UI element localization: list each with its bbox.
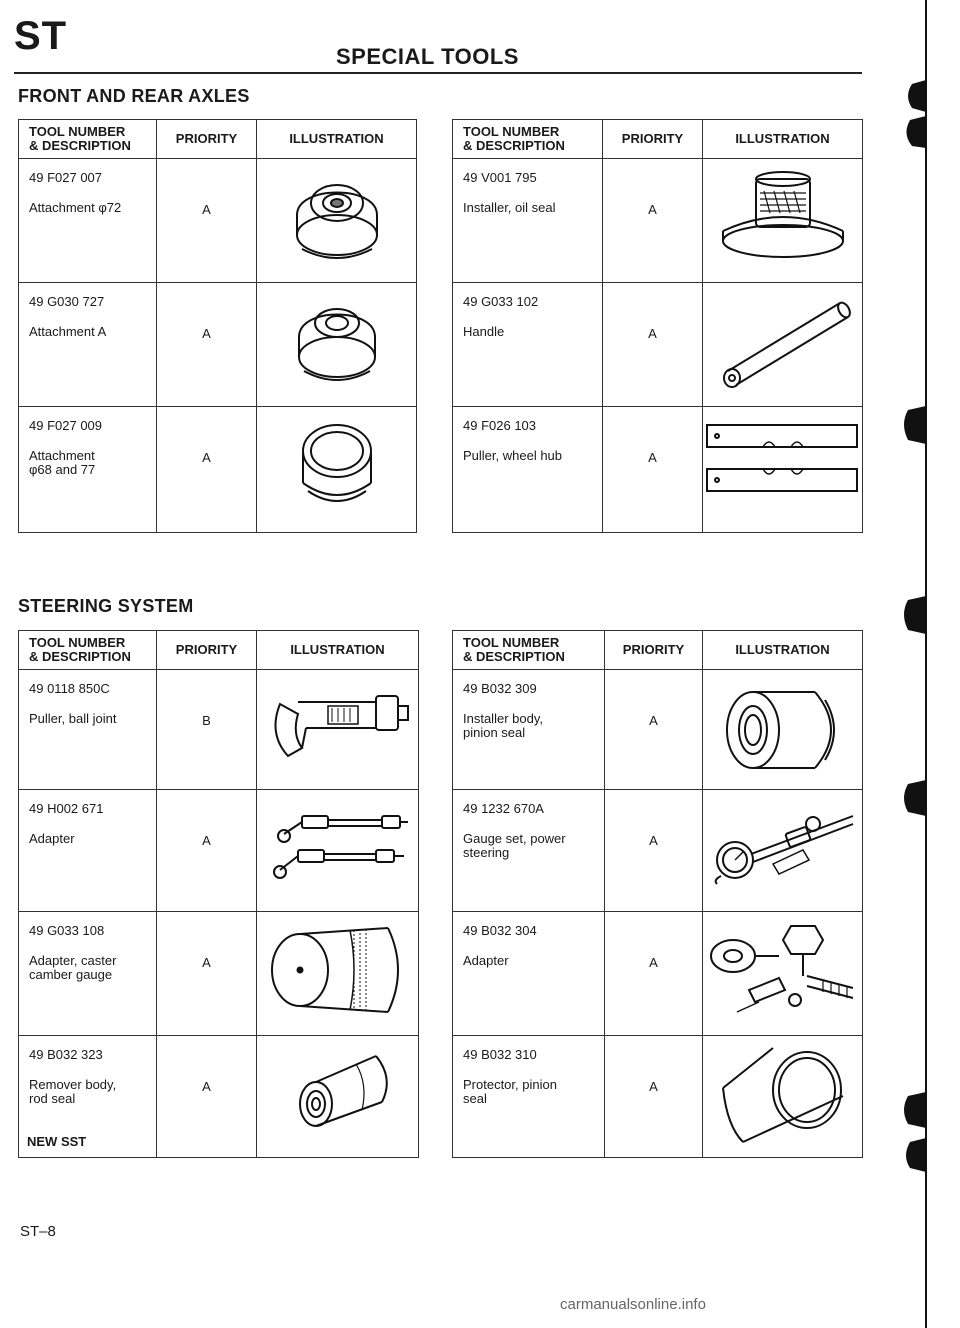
tool-cell — [453, 670, 605, 790]
illustration-cell — [703, 790, 863, 912]
tool-number: 49 B032 323 — [29, 1047, 103, 1062]
steering-tool-table-right — [452, 630, 863, 1158]
table-row — [453, 407, 863, 533]
priority-value: A — [603, 407, 703, 533]
table-row — [19, 159, 417, 283]
tool-description: Adapter — [463, 953, 509, 968]
page-title: SPECIAL TOOLS — [336, 44, 519, 69]
steering-tool-table-left — [18, 630, 419, 1158]
tool-number: 49 F027 007 — [29, 170, 103, 185]
tool-description: Puller, wheel hub — [463, 448, 563, 463]
priority-value: A — [605, 912, 703, 1036]
table-row — [453, 670, 863, 790]
priority-value: A — [157, 159, 257, 283]
col-header-tool: TOOL NUMBER & DESCRIPTION — [19, 631, 157, 670]
priority-value: A — [157, 407, 257, 533]
illustration-cell — [257, 790, 419, 912]
tool-number: 49 1232 670A — [463, 801, 544, 816]
watermark: carmanualsonline.info — [560, 1296, 706, 1313]
priority-value: A — [157, 790, 257, 912]
remover-body-icon — [258, 1040, 418, 1148]
page-number: ST–8 — [20, 1223, 56, 1240]
tool-description: Adapter, caster camber gauge — [29, 953, 117, 982]
illustration-cell — [703, 1036, 863, 1158]
tool-number: 49 F026 103 — [463, 418, 537, 433]
table-row — [19, 670, 419, 790]
protector-sleeve-icon — [703, 1040, 863, 1148]
tool-number: 49 B032 304 — [463, 923, 537, 938]
table-header-row — [453, 631, 863, 670]
illustration-cell — [703, 283, 863, 407]
illustration-cell — [703, 407, 863, 533]
col-header-illustration: ILLUSTRATION — [257, 631, 419, 670]
table-row — [19, 283, 417, 407]
tool-number: 49 G033 108 — [29, 923, 105, 938]
tool-number: 49 0118 850C — [29, 681, 110, 696]
table-row — [19, 912, 419, 1036]
col-header-priority: PRIORITY — [157, 631, 257, 670]
wheel-hub-puller-icon — [703, 411, 863, 523]
priority-value: A — [605, 790, 703, 912]
priority-value: A — [603, 283, 703, 407]
illustration-cell — [703, 159, 863, 283]
illustration-cell — [703, 670, 863, 790]
priority-value: A — [157, 912, 257, 1036]
tool-cell — [19, 670, 157, 790]
col-header-priority: PRIORITY — [605, 631, 703, 670]
header-rule — [14, 72, 862, 74]
tool-number: 49 G033 102 — [463, 294, 539, 309]
illustration-cell — [257, 407, 417, 533]
binding-edge-marks — [898, 0, 960, 1328]
table-row — [19, 1036, 419, 1158]
priority-value: A — [157, 1036, 257, 1158]
tool-description: Gauge set, power steering — [463, 831, 566, 860]
tool-description: Attachment φ72 — [29, 200, 122, 215]
table-header-row — [453, 120, 863, 159]
table-header-row — [19, 631, 419, 670]
table-row — [453, 790, 863, 912]
tool-description: Attachment A — [29, 324, 107, 339]
gauge-adapter-icon — [258, 916, 418, 1026]
tool-number: 49 F027 009 — [29, 418, 103, 433]
installer-body-icon — [703, 674, 863, 782]
table-header-row — [19, 120, 417, 159]
tool-cell — [453, 407, 603, 533]
col-header-tool: TOOL NUMBER & DESCRIPTION — [19, 120, 157, 159]
hose-adapter-icon — [258, 794, 418, 902]
table-row — [453, 912, 863, 1036]
oil-seal-installer-icon — [708, 163, 858, 275]
ball-joint-puller-icon — [258, 674, 418, 782]
axles-tool-table-left — [18, 119, 417, 533]
illustration-cell — [703, 912, 863, 1036]
illustration-cell — [257, 912, 419, 1036]
tool-cell — [453, 1036, 605, 1158]
col-header-illustration: ILLUSTRATION — [257, 120, 417, 159]
section-title-axles: FRONT AND REAR AXLES — [18, 86, 250, 106]
tool-number: 49 H002 671 — [29, 801, 104, 816]
tool-number: 49 B032 309 — [463, 681, 537, 696]
illustration-cell — [257, 1036, 419, 1158]
tool-description: Installer body, pinion seal — [463, 711, 543, 740]
attachment-cup-icon — [262, 411, 412, 523]
priority-value: B — [157, 670, 257, 790]
tool-cell — [19, 283, 157, 407]
attachment-ring-icon — [262, 163, 412, 275]
table-row — [453, 283, 863, 407]
col-header-illustration: ILLUSTRATION — [703, 631, 863, 670]
table-row — [19, 407, 417, 533]
illustration-cell — [257, 283, 417, 407]
tool-number: 49 B032 310 — [463, 1047, 537, 1062]
table-row — [453, 1036, 863, 1158]
priority-value: A — [605, 1036, 703, 1158]
tool-cell — [19, 407, 157, 533]
col-header-priority: PRIORITY — [157, 120, 257, 159]
col-header-illustration: ILLUSTRATION — [703, 120, 863, 159]
tool-cell — [453, 790, 605, 912]
tool-description: Attachment φ68 and 77 — [29, 448, 96, 477]
tool-cell — [19, 912, 157, 1036]
banjo-adapter-icon — [703, 916, 863, 1026]
illustration-cell — [257, 159, 417, 283]
tool-description: Handle — [463, 324, 505, 339]
tool-cell — [19, 159, 157, 283]
tool-description: Puller, ball joint — [29, 711, 117, 726]
tool-cell — [19, 1036, 157, 1158]
priority-value: A — [603, 159, 703, 283]
tool-description: Adapter — [29, 831, 75, 846]
section-title-steering: STEERING SYSTEM — [18, 596, 194, 616]
tool-description: Remover body, rod seal — [29, 1077, 117, 1106]
pressure-gauge-set-icon — [703, 794, 863, 902]
table-row — [453, 159, 863, 283]
table-row — [19, 790, 419, 912]
illustration-cell — [257, 670, 419, 790]
attachment-ring-icon — [262, 287, 412, 399]
chapter-code: ST — [14, 14, 68, 58]
tool-cell — [453, 283, 603, 407]
col-header-priority: PRIORITY — [603, 120, 703, 159]
tool-cell — [19, 790, 157, 912]
tool-number: 49 G030 727 — [29, 294, 105, 309]
tool-description: Installer, oil seal — [463, 200, 556, 215]
col-header-tool: TOOL NUMBER & DESCRIPTION — [453, 120, 603, 159]
handle-bar-icon — [708, 287, 858, 399]
priority-value: A — [157, 283, 257, 407]
tool-number: 49 V001 795 — [463, 170, 537, 185]
priority-value: A — [605, 670, 703, 790]
tool-description: Protector, pinion seal — [463, 1077, 557, 1106]
axles-tool-table-right — [452, 119, 863, 533]
new-sst-badge: NEW SST — [27, 1134, 87, 1149]
tool-cell — [453, 912, 605, 1036]
tool-cell — [453, 159, 603, 283]
col-header-tool: TOOL NUMBER & DESCRIPTION — [453, 631, 605, 670]
